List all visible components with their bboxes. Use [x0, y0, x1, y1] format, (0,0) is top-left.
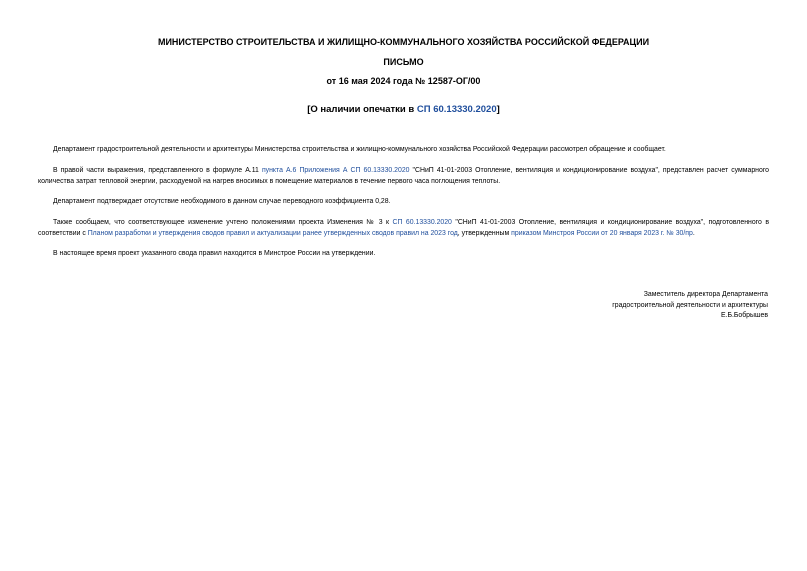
p4-text-2: "СНиП 41-01-2003 Отопление, вентиляция и кондиционирование воздуха", подготовленного в соответствии с — [38, 219, 770, 237]
link-prikaz-30pr[interactable]: приказом Минстроя России от 20 января 2023 г. № 30/пр — [511, 229, 693, 237]
paragraph-5 — [38, 249, 769, 260]
document-type: ПИСЬМО — [383, 57, 424, 67]
link-sp-60-13330[interactable]: СП 60.13330.2020 — [350, 167, 410, 174]
paragraph-2-text — [38, 166, 769, 187]
paragraph-3-text: Департамент подтверждает отсутствие необходимого в данном случае переводного коэффициента 0,28. — [53, 198, 391, 205]
signature-name: Е.Б.Бобрышев — [720, 312, 768, 319]
p4-text-1: Также сообщаем, что соответствующее изменение учтено положениями проекта Изменения № 3 к — [53, 219, 393, 226]
p2-text-1: В правой части выражения, представленного в формуле А.11 — [53, 167, 262, 174]
paragraph-1-text: Департамент градостроительной деятельности и архитектуры Министерства строительства и жилищно-коммунального хозяйства Российской Федерации рассмотрел обращение и сообщает. — [53, 146, 666, 153]
paragraph-4-text — [38, 218, 769, 239]
paragraph-2 — [38, 166, 769, 187]
subject-link-sp[interactable]: СП 60.13330.2020 — [416, 104, 497, 115]
paragraph-3 — [38, 197, 769, 208]
p4-text-3: , утвержденным — [457, 229, 512, 237]
p2-text-4: "СНиП 41-01-2003 Отопление, вентиляция и кондиционирование воздуха", представлен расчет суммарного количества затрат тепловой энергии, расходуемой на нагрев вносимых в помещение материалов в течение первого часа поглощения теплоты. — [38, 167, 770, 185]
paragraph-5-text: В настоящее время проект указанного свода правил находится в Минстрое России на утверждении. — [53, 250, 376, 257]
subject-open: [О наличии опечатки в — [307, 104, 417, 115]
document-date-number: от 16 мая 2024 года № 12587-ОГ/00 — [326, 76, 481, 86]
link-plan-2023[interactable]: Планом разработки и утверждения сводов правил и актуализации ранее утвержденных сводов правил на 2023 год — [87, 229, 458, 237]
signature-position: Заместитель директора Департамента — [643, 291, 768, 298]
paragraph-1 — [38, 145, 769, 156]
link-prilozhenie-a[interactable]: Приложения А — [299, 167, 348, 174]
ministry-title: МИНИСТЕРСТВО СТРОИТЕЛЬСТВА И ЖИЛИЩНО-КОММУНАЛЬНОГО ХОЗЯЙСТВА РОССИЙСКОЙ ФЕДЕРАЦИИ — [157, 37, 650, 47]
link-sp-60-13330-2[interactable]: СП 60.13330.2020 — [392, 219, 452, 226]
subject-close: ] — [496, 104, 500, 115]
link-punkt-a6[interactable]: пункта А.6 — [261, 167, 297, 174]
paragraph-4 — [38, 218, 769, 239]
document-subject — [0, 104, 807, 115]
p4-text-4: . — [692, 229, 695, 237]
signature-department: градостроительной деятельности и архитектуры — [612, 301, 768, 309]
signature-block — [612, 290, 768, 322]
